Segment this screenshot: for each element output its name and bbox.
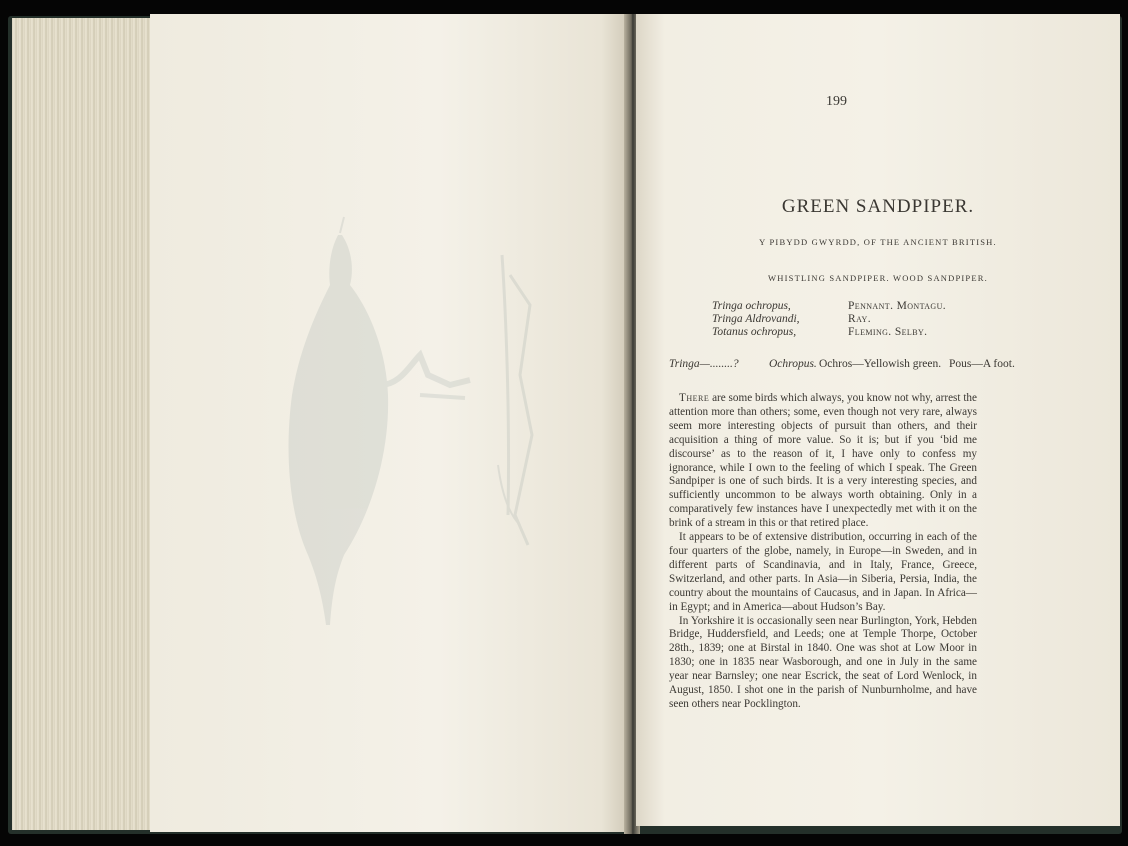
welsh-name-subtitle: Y PIBYDD GWYRDD, OF THE ANCIENT BRITISH.: [759, 237, 997, 247]
synonym-authority-1: Pennant. Montagu.: [848, 300, 947, 312]
paragraph-1: [669, 392, 977, 531]
etymology-pous: Pous—A foot.: [949, 358, 1015, 370]
page-number: 199: [826, 94, 847, 109]
paragraph-1-text: are some birds which always, you know not why, arrest the attention more than others; some, even though not very rare, always seem more interesting objects of pursuit than others, and their acquisition a thing of more value. So it is; but if you ‘bid me discourse’ as to the reason of it, I have only to confess my ignorance, while I own to the feeling of which I speak. The Green Sandpiper is one of such birds. It is a very interesting species, and sufficiently uncommon to be always worth obtaining. Only in a comparatively few instances have I unexpectedly met with it on the brink of a stream in this or that retired place.: [669, 392, 977, 530]
page-title: GREEN SANDPIPER.: [781, 196, 975, 217]
paragraph-2: It appears to be of extensive distribution, occurring in each of the four quarters of the globe, namely, in Europe—in Sweden, and in different parts of Scandinavia, and in Italy, France, Greece, Switzerland, and other parts. In Asia—in Siberia, Persia, India, the country about the mountains of Caucasus, and in Japan. In Africa—in Egypt; and in America—about Hudson’s Bay.: [669, 531, 977, 613]
bird-illustration-showthrough: [270, 215, 560, 635]
synonym-name-2: Tringa Aldrovandi,: [712, 313, 800, 325]
synonym-authority-2: Ray.: [848, 313, 871, 325]
page-edges: [12, 18, 152, 830]
alternate-names-subtitle: WHISTLING SANDPIPER. WOOD SANDPIPER.: [768, 273, 988, 283]
synonym-name-3: Totanus ochropus,: [712, 326, 797, 338]
etymology-tringa: Tringa—........?: [669, 358, 739, 370]
body-text: [669, 392, 977, 712]
etymology-ochropus: Ochropus.: [769, 358, 817, 370]
etymology-ochros: Ochros—Yellowish green.: [819, 358, 942, 370]
synonym-authority-3: Fleming. Selby.: [848, 326, 928, 338]
synonym-name-1: Tringa ochropus,: [712, 300, 791, 312]
paragraph-3: In Yorkshire it is occasionally seen near Burlington, York, Hebden Bridge, Huddersfield, and Leeds; one at Temple Thorpe, October 28th., 1839; one at Birstal in 1840. One was shot at Low Moor in 1830; one in 1835 near Wasborough, and one in July in the same year near Barnsley; one near Escrick, the seat of Lord Wenlock, in August, 1850. I shot one in the parish of Nunburnholme, and have seen others near Pocklington.: [669, 614, 977, 710]
lead-word: There: [679, 392, 710, 404]
